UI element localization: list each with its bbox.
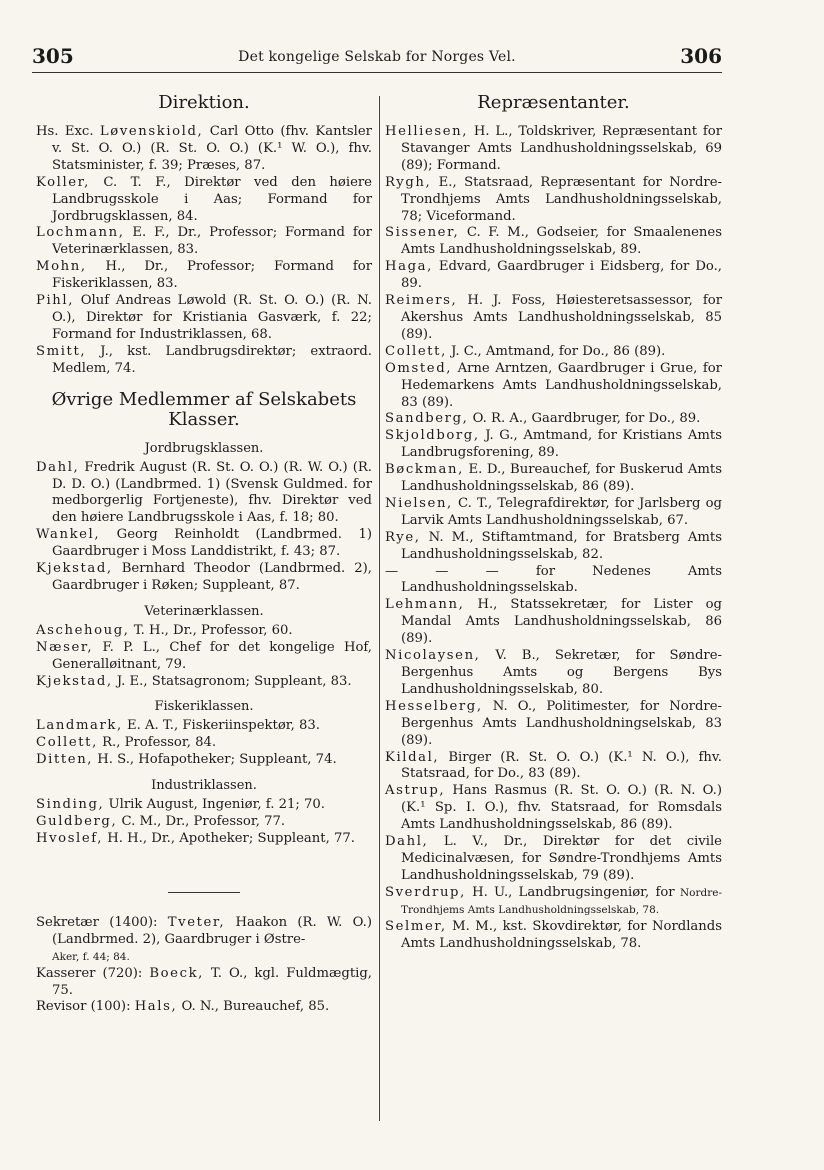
list-item: Bøckman, E. D., Bureauchef, for Buskerud Amts Landhusholdningsselskab, 86 (89). [385, 462, 722, 495]
list-item: Reimers, H. J. Foss, Høiesteretsassessor, for Akershus Amts Landhusholdningsselskab, 85 (89). [385, 293, 722, 342]
list-item: Kjekstad, Bernhard Theodor (Landbrmed. 2), Gaardbruger i Røken; Suppleant, 87. [36, 561, 372, 593]
list-item: Revisor (100): Hals, O. N., Bureauchef, 85. [36, 999, 330, 1015]
list-item: Lochmann, E. F., Dr., Professor; Formand for Veterinærklassen, 83. [36, 225, 372, 258]
column-divider [379, 96, 380, 1121]
fiskeriklassen-heading: Fiskeriklassen. [154, 699, 254, 715]
list-item: Hvoslef, H. H., Dr., Apotheker; Suppleant, 77. [36, 831, 355, 846]
header-rule [32, 72, 722, 73]
list-item: Omsted, Arne Arntzen, Gaardbruger i Grue, for Hedemarkens Amts Landhusholdningsselskab, 83 (89). [385, 360, 722, 410]
list-item: — — — for Nedenes Amts Landhusholdningsselskab. [385, 563, 723, 596]
list-item: Kildal, Birger (R. St. O. O.) (K.¹ N. O.), fhv. Statsraad, for Do., 83 (89). [385, 749, 722, 782]
list-item: Collett, J. C., Amtmand, for Do., 86 (89). [385, 343, 666, 359]
list-item: Næser, F. P. L., Chef for det kongelige Hof, Generalløitnant, 79. [36, 639, 372, 672]
list-item: Guldberg, C. M., Dr., Professor, 77. [36, 814, 286, 830]
page-number-right: 306 [680, 44, 722, 68]
left-column [36, 92, 372, 1016]
list-item: Sekretær (1400): Tveter, Haakon (R. W. O.) (Landbrmed. 2), Gaardbruger i Østre- Aker, f. 44; 84. [36, 914, 372, 963]
list-item: Nicolaysen, V. B., Sekretær, for Søndre-Bergenhus Amts og Bergens Bys Landhusholdningsselskab, 80. [385, 648, 722, 697]
right-column [385, 92, 722, 952]
industriklassen-heading: Industriklassen. [151, 778, 257, 794]
list-item: Kjekstad, J. E., Statsagronom; Suppleant, 83. [36, 673, 352, 689]
list-item: Mohn, H., Dr., Professor; Formand for Fiskeriklassen, 83. [36, 259, 372, 292]
list-item: Kasserer (720): Boeck, T. O., kgl. Fuldmægtig, 75. [36, 965, 372, 998]
list-item: Sissener, C. F. M., Godseier, for Smaalenenes Amts Landhusholdningsselskab, 89. [385, 225, 722, 258]
list-item: Haga, Edvard, Gaardbruger i Eidsberg, for Do., 89. [385, 259, 722, 292]
running-title: Det kongelige Selskab for Norges Vel. [238, 49, 516, 65]
page-header [32, 44, 722, 74]
page-number-left: 305 [32, 44, 74, 68]
list-item: Aschehoug, T. H., Dr., Professor, 60. [36, 622, 293, 638]
list-item: Rye, N. M., Stiftamtmand, for Bratsberg Amts Landhusholdningsselskab, 82. [385, 529, 722, 562]
veterinaerklassen-heading: Veterinærklassen. [144, 603, 264, 619]
ovrige-heading: Øvrige Medlemmer af Selskabets Klasser. [51, 388, 357, 430]
list-item: Collett, R., Professor, 84. [36, 735, 217, 751]
list-item: Helliesen, H. L., Toldskriver, Repræsentant for Stavanger Amts Landhusholdningsselskab, 69 (89); Formand. [385, 124, 722, 173]
direktion-heading: Direktion. [158, 92, 250, 113]
list-item: Sinding, Ulrik August, Ingeniør, f. 21; 70. [36, 797, 325, 813]
list-item: Astrup, Hans Rasmus (R. St. O. O.) (R. N. O.) (K.¹ Sp. I. O.), fhv. Statsraad, for Romsdals Amts Landhusholdningsselskab, 86 (89). [385, 783, 722, 833]
list-item: Smitt, J., kst. Landbrugsdirektør; extraord. Medlem, 74. [36, 343, 372, 376]
list-item: Wankel, Georg Reinholdt (Landbrmed. 1) Gaardbruger i Moss Landdistrikt, f. 43; 87. [36, 527, 372, 560]
list-item: Koller, C. T. F., Direktør ved den høiere Landbrugsskole i Aas; Formand for Jordbrugsklassen, 84. [36, 174, 372, 224]
direktion-list [36, 124, 372, 378]
list-item: Hs. Exc. Løvenskiold, Carl Otto (fhv. Kantsler v. St. O. O.) (R. St. O. O.) (K.¹ W. O.), fhv. Statsminister, f. 39; Præses, 87. [36, 124, 372, 173]
list-item: Skjoldborg, J. G., Amtmand, for Kristians Amts Landbrugsforening, 89. [385, 428, 722, 461]
list-item: Landmark, E. A. T., Fiskeriinspektør, 83. [36, 718, 320, 734]
list-item: Hesselberg, N. O., Politimester, for Nordre-Bergenhus Amts Landhusholdningselskab, 83 (89). [385, 698, 722, 748]
list-item: Dahl, Fredrik August (R. St. O. O.) (R. W. O.) (R. D. D. O.) (Landbrmed. 1) (Svensk Guldmed. for medborgerlig Fortjeneste), fhv. Direktør ved den høiere Landbrugsskole i Aas, f. 18; 80. [36, 459, 372, 526]
jordbrugsklassen-heading: Jordbrugsklassen. [144, 440, 264, 456]
list-item: Lehmann, H., Statssekretær, for Lister og Mandal Amts Landhusholdningsselskab, 86 (89). [385, 597, 722, 647]
list-item: Sandberg, O. R. A., Gaardbruger, for Do., 89. [385, 411, 701, 427]
list-item: Selmer, M. M., kst. Skovdirektør, for Nordlands Amts Landhusholdningsselskab, 78. [385, 918, 722, 951]
list-item: Dahl, L. V., Dr., Direktør for det civile Medicinalvæsen, for Søndre-Trondhjems Amts Landhusholdningsselskab, 79 (89). [385, 834, 722, 883]
list-item: Sverdrup, H. U., Landbrugsingeniør, for Nordre-Trondhjems Amts Landhusholdningsselskab, 78. [385, 884, 722, 916]
list-item: Pihl, Oluf Andreas Løwold (R. St. O. O.) (R. N. O.), Direktør for Kristiania Gasværk, f. 22; Formand for Industriklassen, 68. [36, 293, 372, 342]
list-item: Nielsen, C. T., Telegrafdirektør, for Jarlsberg og Larvik Amts Landhusholdningsselskab, 67. [385, 495, 722, 528]
section-divider [168, 892, 240, 893]
list-item: Ditten, H. S., Hofapotheker; Suppleant, 74. [36, 752, 337, 768]
repraesentanter-heading: Repræsentanter. [477, 92, 630, 113]
list-item: Rygh, E., Statsraad, Repræsentant for Nordre-Trondhjems Amts Landhusholdningsselskab, 78; Viceformand. [385, 174, 722, 224]
